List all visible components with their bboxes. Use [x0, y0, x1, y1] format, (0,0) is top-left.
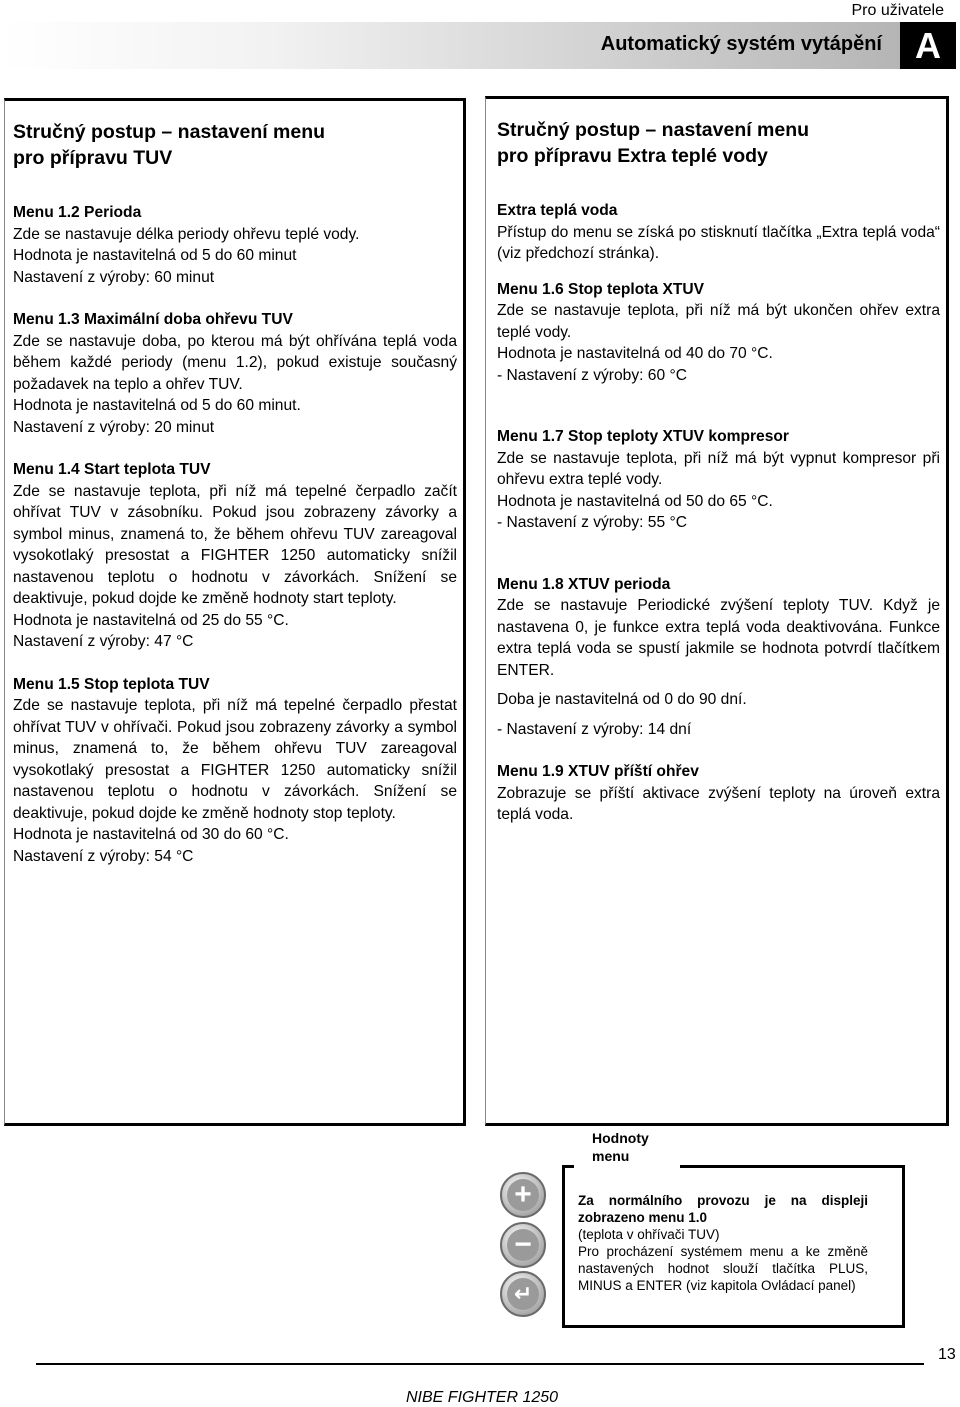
- menu-1-9-text: Zobrazuje se příští aktivace zvýšení teploty na úroveň extra teplá voda.: [497, 784, 940, 823]
- menu-1-7-text: Zde se nastavuje teplota, při níž má být vypnut kompresor při ohřevu extra teplé vody.: [497, 449, 940, 488]
- menu-1-2-line: Zde se nastavuje délka periody ohřevu teplé vody.: [13, 225, 360, 243]
- menu-1-6-line: - Nastavení z výroby: 60 °C: [497, 366, 687, 384]
- menu-1-7-line: Hodnota je nastavitelná od 50 do 65 °C.: [497, 492, 773, 510]
- menu-1-4-title: Menu 1.4 Start teplota TUV: [13, 461, 211, 478]
- menu-values-line1: Hodnoty: [592, 1130, 649, 1146]
- info-bold-text: Za normálního provozu je na displeji zobrazeno menu 1.0: [578, 1193, 868, 1225]
- menu-1-5-text: Zde se nastavuje teplota, při níž má tepelné čerpadlo přestat ohřívat TUV v ohřívači. Pokud jsou zobrazeny závorky a symbol minus, znamená to, že během ohřevu TUV zareagoval vysokotlaký presostat a FIGHTER 1250 automaticky snížil nastavenou teplotu o hodnotu v závorkách. Snížení se deaktivuje, pokud dojde ke změně hodnoty stop teploty.: [13, 697, 457, 822]
- menu-1-2-line: Nastavení z výroby: 60 minut: [13, 268, 215, 286]
- chapter-badge: A: [900, 22, 956, 69]
- menu-1-2-line: Hodnota je nastavitelná od 5 do 60 minut: [13, 247, 297, 264]
- plus-button[interactable]: [500, 1172, 546, 1218]
- menu-1-7-title: Menu 1.7 Stop teploty XTUV kompresor: [497, 428, 789, 445]
- extra-hot-water-title: Extra teplá voda: [497, 202, 618, 219]
- enter-icon: ↵: [507, 1278, 539, 1310]
- menu-1-5-title: Menu 1.5 Stop teplota TUV: [13, 675, 210, 693]
- menu-1-3-title: Menu 1.3 Maximální doba ohřevu TUV: [13, 311, 293, 328]
- menu-1-4-line: Hodnota je nastavitelná od 25 do 55 °C.: [13, 611, 289, 629]
- info-line: Pro procházení systémem menu a ke změně nastavených hodnot slouží tlačítka PLUS, MINUS a ENTER (viz kapitola Ovládací panel): [578, 1244, 868, 1293]
- menu-1-3-text: Zde se nastavuje doba, po kterou má být ohřívána teplá voda během každé periody (menu 1.2), pokud existuje současný požadavek na teplo a ohřev TUV.: [13, 332, 457, 393]
- menu-1-8-line: Doba je nastavitelná od 0 do 90 dní.: [497, 691, 747, 708]
- menu-1-8-line: - Nastavení z výroby: 14 dní: [497, 720, 692, 738]
- left-title-line2: pro přípravu TUV: [13, 147, 173, 169]
- minus-button[interactable]: [500, 1222, 546, 1268]
- menu-1-8-text: Zde se nastavuje Periodické zvýšení teploty TUV. Když je nastavena 0, je funkce extra teplá voda deaktivována. Funkce extra teplá voda se spustí jakmile se hodnota potvrdí tlačítkem ENTER.: [497, 597, 940, 679]
- page-header-title: Automatický systém vytápění: [600, 33, 882, 55]
- menu-1-6-title: Menu 1.6 Stop teplota XTUV: [497, 280, 705, 298]
- menu-1-6-line: Hodnota je nastavitelná od 40 do 70 °C.: [497, 345, 773, 362]
- menu-1-6-text: Zde se nastavuje teplota, při níž má být ukončen ohřev extra teplé vody.: [497, 302, 940, 341]
- menu-1-4-text: Zde se nastavuje teplota, při níž má tepelné čerpadlo začít ohřívat TUV v zásobníku. Pokud jsou zobrazeny závorky a symbol minus, znamená to, že během ohřevu TUV zareagoval vysokotlaký presostat a FIGHTER 1250 automaticky snížil nastavenou teplotu o hodnotu v závorkách. Snížení se deaktivuje, pokud dojde ke změně hodnoty start teploty.: [13, 482, 457, 607]
- right-title-line2: pro přípravu Extra teplé vody: [497, 145, 768, 167]
- menu-values-line2: menu: [592, 1148, 630, 1164]
- page-number: 13: [938, 1346, 956, 1363]
- menu-1-3-line: Nastavení z výroby: 20 minut: [13, 418, 215, 436]
- left-title-line1: Stručný postup – nastavení menu: [13, 121, 326, 143]
- right-section-title: [497, 117, 940, 169]
- right-title-line1: Stručný postup – nastavení menu: [497, 119, 810, 141]
- menu-1-9-title: Menu 1.9 XTUV příští ohřev: [497, 763, 699, 780]
- right-column: [485, 96, 949, 1126]
- left-column: [4, 98, 466, 1126]
- minus-icon: −: [507, 1229, 539, 1261]
- menu-1-8-title: Menu 1.8 XTUV perioda: [497, 575, 671, 593]
- left-section-title: [13, 119, 457, 171]
- enter-button[interactable]: [500, 1271, 546, 1317]
- menu-1-5-line: Hodnota je nastavitelná od 30 do 60 °C.: [13, 826, 289, 843]
- menu-values-label: [574, 1129, 680, 1171]
- extra-hot-water-text: Přístup do menu se získá po stisknutí tlačítka „Extra teplá voda“ (viz předchozí stránka).: [497, 223, 940, 262]
- footer-rule: [36, 1363, 924, 1365]
- menu-1-7-line: - Nastavení z výroby: 55 °C: [497, 514, 687, 531]
- menu-1-2-title: Menu 1.2 Perioda: [13, 204, 142, 221]
- menu-1-3-line: Hodnota je nastavitelná od 5 do 60 minut.: [13, 397, 301, 414]
- section-label: Pro uživatele: [851, 2, 944, 19]
- plus-icon: +: [507, 1179, 539, 1211]
- info-text: [578, 1192, 868, 1294]
- menu-1-5-line: Nastavení z výroby: 54 °C: [13, 847, 194, 865]
- footer-product: NIBE FIGHTER 1250: [406, 1389, 559, 1406]
- info-line: (teplota v ohřívači TUV): [578, 1227, 720, 1242]
- menu-1-4-line: Nastavení z výroby: 47 °C: [13, 633, 194, 650]
